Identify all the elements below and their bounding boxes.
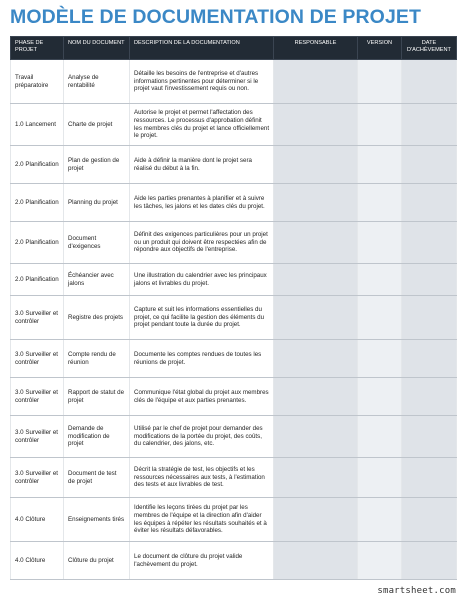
cell-responsible[interactable] [274, 146, 358, 184]
cell-version[interactable] [358, 264, 402, 296]
cell-description: Définit des exigences particulières pour un projet ou un produit qui doivent être respectées afin de répondre aux objectifs de l'entreprise. [130, 222, 274, 264]
header-version: VERSION [358, 37, 402, 60]
cell-phase: 4.0 Clôture [11, 498, 64, 542]
cell-description: Identifie les leçons tirées du projet par les membres de l'équipe et la direction afin d'aider les équipes à répéter les résultats souhaités et à éviter les résultats défavorables. [130, 498, 274, 542]
cell-document: Planning du projet [64, 184, 130, 222]
cell-document: Analyse de rentabilité [64, 60, 130, 104]
cell-date[interactable] [402, 104, 457, 146]
table-row [11, 378, 457, 416]
table-row [11, 340, 457, 378]
cell-version[interactable] [358, 498, 402, 542]
cell-date[interactable] [402, 542, 457, 580]
header-document: NOM DU DOCUMENT [64, 37, 130, 60]
header-phase: PHASE DE PROJET [11, 37, 64, 60]
cell-document: Document d'exigences [64, 222, 130, 264]
cell-date[interactable] [402, 458, 457, 498]
cell-responsible[interactable] [274, 340, 358, 378]
cell-phase: 1.0 Lancement [11, 104, 64, 146]
cell-responsible[interactable] [274, 264, 358, 296]
cell-phase: 3.0 Surveiller et contrôler [11, 296, 64, 340]
cell-description: Aide les parties prenantes à planifier et à suivre les tâches, les jalons et les dates clés du projet. [130, 184, 274, 222]
cell-responsible[interactable] [274, 296, 358, 340]
cell-phase: 3.0 Surveiller et contrôler [11, 416, 64, 458]
cell-document: Registre des projets [64, 296, 130, 340]
table-row [11, 458, 457, 498]
cell-phase: 2.0 Planification [11, 264, 64, 296]
header-responsible: RESPONSABLE [274, 37, 358, 60]
table-row [11, 104, 457, 146]
cell-date[interactable] [402, 498, 457, 542]
cell-responsible[interactable] [274, 416, 358, 458]
cell-description: Décrit la stratégie de test, les objectifs et les ressources nécessaires aux tests, à l'estimation des tests et aux livrables de test. [130, 458, 274, 498]
header-date: DATE D'ACHÈVEMENT [402, 37, 457, 60]
cell-responsible[interactable] [274, 222, 358, 264]
cell-document: Demande de modification de projet [64, 416, 130, 458]
cell-document: Document de test de projet [64, 458, 130, 498]
cell-description: Autorise le projet et permet l'affectation des ressources. Le processus d'approbation définit les membres clés du projet et lance officiellement le projet. [130, 104, 274, 146]
cell-document: Compte rendu de réunion [64, 340, 130, 378]
cell-description: Détaille les besoins de l'entreprise et d'autres informations pertinentes pour déterminer si le projet vaut l'investissement requis ou non. [130, 60, 274, 104]
cell-description: Documente les comptes rendues de toutes les réunions de projet. [130, 340, 274, 378]
cell-responsible[interactable] [274, 184, 358, 222]
table-row [11, 60, 457, 104]
cell-date[interactable] [402, 264, 457, 296]
cell-responsible[interactable] [274, 378, 358, 416]
cell-date[interactable] [402, 222, 457, 264]
cell-document: Clôture du projet [64, 542, 130, 580]
cell-date[interactable] [402, 184, 457, 222]
table-row [11, 184, 457, 222]
documentation-table [10, 36, 457, 580]
cell-date[interactable] [402, 378, 457, 416]
cell-version[interactable] [358, 340, 402, 378]
smartsheet-logo: smartsheet.com [377, 586, 456, 596]
cell-version[interactable] [358, 184, 402, 222]
cell-date[interactable] [402, 340, 457, 378]
cell-document: Plan de gestion de projet [64, 146, 130, 184]
cell-document: Charte de projet [64, 104, 130, 146]
cell-phase: 2.0 Planification [11, 222, 64, 264]
cell-phase: 3.0 Surveiller et contrôler [11, 378, 64, 416]
cell-version[interactable] [358, 378, 402, 416]
cell-phase: 3.0 Surveiller et contrôler [11, 458, 64, 498]
cell-phase: 3.0 Surveiller et contrôler [11, 340, 64, 378]
cell-document: Échéancier avec jalons [64, 264, 130, 296]
cell-version[interactable] [358, 296, 402, 340]
cell-date[interactable] [402, 60, 457, 104]
cell-responsible[interactable] [274, 542, 358, 580]
header-description: DESCRIPTION DE LA DOCUMENTATION [130, 37, 274, 60]
cell-description: Une illustration du calendrier avec les principaux jalons et livrables du projet. [130, 264, 274, 296]
cell-responsible[interactable] [274, 60, 358, 104]
cell-responsible[interactable] [274, 458, 358, 498]
table-row [11, 146, 457, 184]
cell-document: Enseignements tirés [64, 498, 130, 542]
table-row [11, 264, 457, 296]
cell-date[interactable] [402, 296, 457, 340]
table-row [11, 296, 457, 340]
page-title: MODÈLE DE DOCUMENTATION DE PROJET [10, 6, 422, 28]
cell-phase: 2.0 Planification [11, 184, 64, 222]
cell-version[interactable] [358, 104, 402, 146]
cell-phase: 4.0 Clôture [11, 542, 64, 580]
cell-date[interactable] [402, 416, 457, 458]
cell-version[interactable] [358, 416, 402, 458]
table-row [11, 416, 457, 458]
cell-document: Rapport de statut de projet [64, 378, 130, 416]
cell-description: Aide à définir la manière dont le projet sera réalisé du début à la fin. [130, 146, 274, 184]
table-row [11, 542, 457, 580]
cell-description: Utilisé par le chef de projet pour demander des modifications de la portée du projet, des coûts, du calendrier, des jalons, etc. [130, 416, 274, 458]
cell-responsible[interactable] [274, 498, 358, 542]
cell-version[interactable] [358, 146, 402, 184]
table-row [11, 222, 457, 264]
cell-description: Capture et suit les informations essentielles du projet, ce qui facilite la gestion des éléments du projet pendant toute la durée du projet. [130, 296, 274, 340]
table-header-row [11, 37, 457, 60]
cell-phase: 2.0 Planification [11, 146, 64, 184]
cell-version[interactable] [358, 458, 402, 498]
cell-version[interactable] [358, 60, 402, 104]
cell-phase: Travail préparatoire [11, 60, 64, 104]
cell-version[interactable] [358, 542, 402, 580]
cell-description: Communique l'état global du projet aux membres clés de l'équipe et aux parties prenantes. [130, 378, 274, 416]
cell-responsible[interactable] [274, 104, 358, 146]
cell-version[interactable] [358, 222, 402, 264]
cell-date[interactable] [402, 146, 457, 184]
cell-description: Le document de clôture du projet valide l'achèvement du projet. [130, 542, 274, 580]
table-row [11, 498, 457, 542]
